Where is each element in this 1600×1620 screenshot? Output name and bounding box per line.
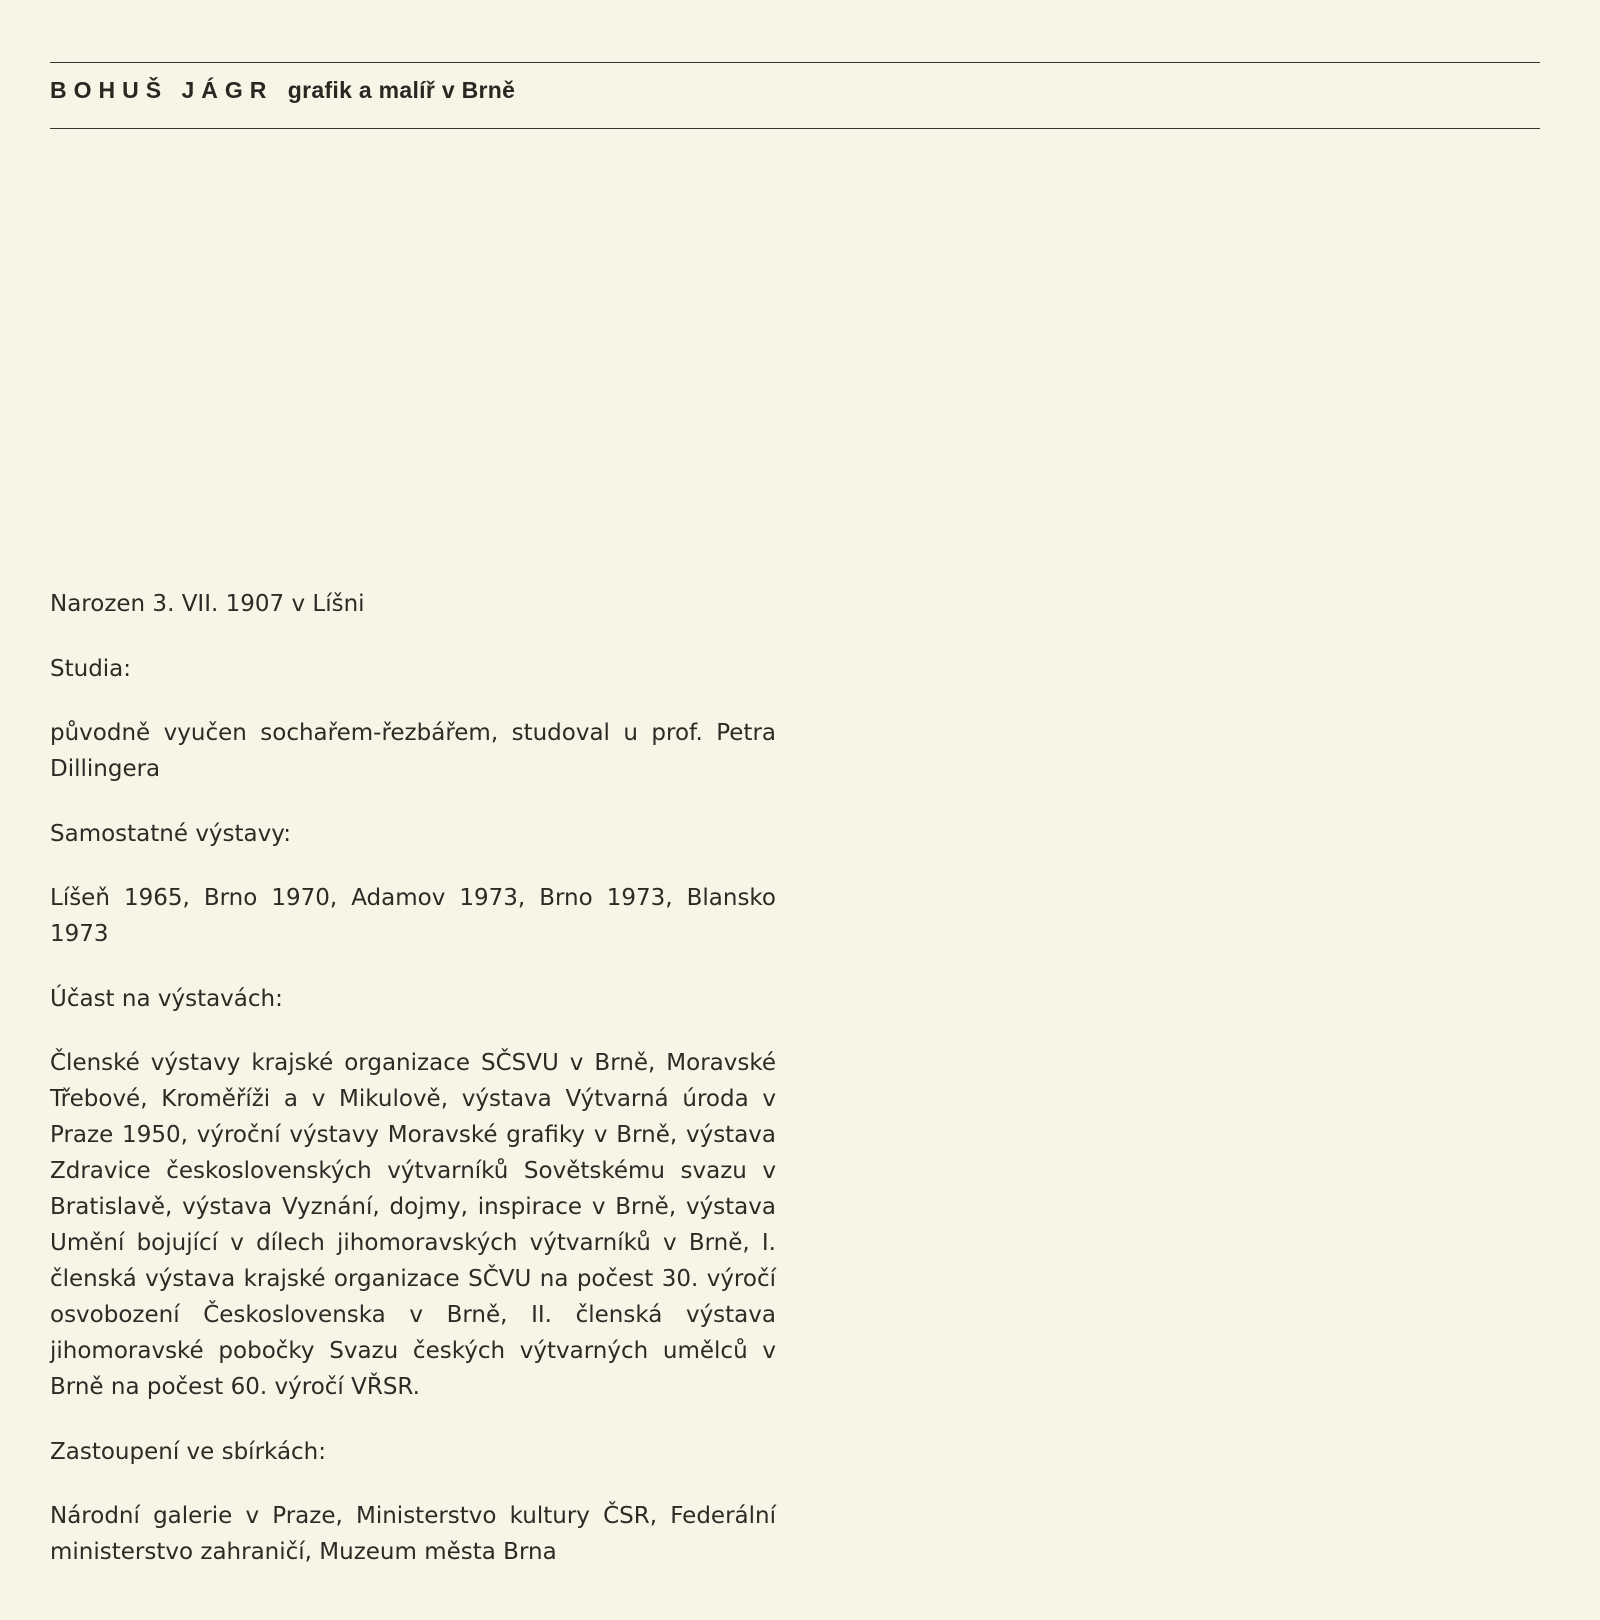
participation-paragraph: Členské výstavy krajské organizace SČSVU v Brně, Moravské Třebové, Kroměříži a v Mikulově, výstava Výtvarná úroda v Praze 1950, výroční výstavy Moravské grafiky v Brně, výstava Zdravice československých výtvarníků Sovětskému svazu v Bratislavě, výstava Vyznání, dojmy, inspirace v Brně, výstava Umění bojující v dílech jihomoravských výtvarníků v Brně, I. členská výstava krajské organizace SČVU na počest 30. výročí osvobození Československa v Brně, II. členská výstava jihomoravské pobočky Svazu českých výtvarných umělců v Brně na počest 60. výročí VŘSR.	[50, 1050, 776, 1400]
page-header	[50, 77, 515, 104]
artist-subtitle: grafik a malíř v Brně	[287, 77, 516, 103]
collections-paragraph: Národní galerie v Praze, Ministerstvo kultury ČSR, Federální ministerstvo zahraničí, Muzeum města Brna	[50, 1503, 776, 1565]
collections-heading: Zastoupení ve sbírkách:	[50, 1439, 327, 1465]
studies-paragraph: původně vyučen sochařem-řezbářem, studoval u prof. Petra Dillingera	[50, 720, 776, 782]
solo-exhibitions-heading: Samostatné výstavy:	[50, 821, 291, 847]
biography-text	[50, 586, 776, 1570]
header-rule-top	[50, 62, 1540, 63]
studies-heading: Studia:	[50, 656, 132, 682]
birth-line: Narozen 3. VII. 1907 v Líšni	[50, 591, 365, 617]
solo-exhibitions-paragraph: Líšeň 1965, Brno 1970, Adamov 1973, Brno 1973, Blansko 1973	[50, 885, 776, 947]
header-rule-bottom	[50, 128, 1540, 129]
artist-name: BOHUŠ JÁGR	[50, 77, 274, 103]
participation-heading: Účast na výstavách:	[50, 986, 283, 1012]
